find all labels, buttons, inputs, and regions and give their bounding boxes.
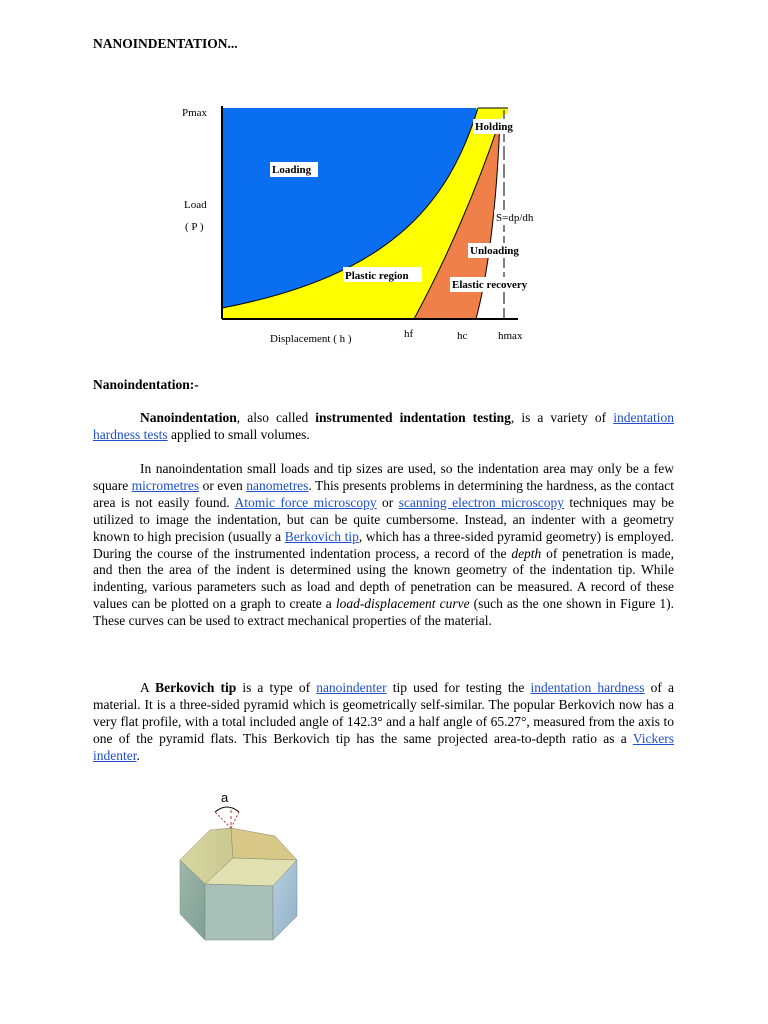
unloading-label: Unloading	[470, 245, 519, 257]
text: tip used for testing the	[386, 680, 531, 695]
text: of penetration is made, and then the area of the indent is determined using the known geometry of the indentation tip. While indenting, various parameters such as load and depth of penetration can be measured. A record of these values can be plotted on a graph to create a	[93, 545, 674, 612]
elastic-recovery-label: Elastic recovery	[452, 279, 528, 291]
link-nanoindenter[interactable]: nanoindenter	[316, 680, 387, 695]
berkovich-tip-svg	[175, 788, 305, 943]
text: A	[140, 680, 156, 695]
term-berkovich-tip: Berkovich tip	[155, 680, 237, 695]
text: of a material. It is a three-sided pyramid which is geometrically self-similar. The popular Berkovich now has a very flat profile, with a total included angle of 142.3° and a half angle of 65.27°, measured from the axis to one of the pyramid flats. This Berkovich tip has the same projected area-to-depth ratio as a	[93, 680, 674, 746]
text: . This presents problems in determining the hardness, as the contact area is not easily found.	[93, 477, 674, 510]
text: is a type of	[236, 680, 317, 695]
link-nanometres[interactable]: nanometres	[246, 477, 309, 493]
term-nanoindentation: Nanoindentation	[140, 410, 237, 425]
text: or even	[199, 477, 247, 493]
link-scanning-electron-microscopy[interactable]: scanning electron microscopy	[398, 494, 564, 510]
x-axis-label: Displacement ( h )	[270, 333, 352, 345]
text: , which has a three-sided pyramid geometry) is employed. During the course of the instrumented indentation process, a record of the	[93, 528, 674, 561]
x-tick-hc: hc	[457, 330, 468, 342]
angle-arc	[215, 807, 239, 812]
plastic-region-label: Plastic region	[345, 270, 409, 282]
section-heading: Nanoindentation:-	[93, 377, 199, 392]
stiffness-label: S=dp/dh	[496, 212, 534, 224]
text: , also called	[236, 410, 316, 425]
text: techniques may be utilized to image the indentation, but can be quite cumbersome. Instead, an indenter with a geometry known to high precision (usually a	[93, 494, 675, 544]
text: or	[376, 494, 399, 510]
x-tick-hf: hf	[404, 328, 414, 340]
em-depth: depth	[511, 545, 542, 561]
face-dashed-line	[231, 812, 239, 828]
text: In nanoindentation small loads and tip sizes are used, so the indentation area may only be a few square	[93, 461, 674, 493]
top-pyramid-face	[231, 828, 297, 860]
method-paragraph	[93, 461, 674, 630]
term-instrumented-indentation: instrumented indentation testing	[315, 410, 511, 425]
em-load-displacement-curve: load-displacement curve	[335, 596, 470, 612]
y-axis-label-line2: ( P )	[185, 221, 204, 233]
link-micrometres[interactable]: micrometres	[131, 477, 200, 493]
front-side-face	[205, 884, 273, 940]
load-displacement-figure	[178, 96, 558, 358]
intro-paragraph	[93, 410, 674, 444]
x-tick-hmax: hmax	[498, 330, 523, 342]
angle-label: a	[221, 790, 229, 805]
pmax-label: Pmax	[182, 107, 208, 119]
link-berkovich-tip[interactable]: Berkovich tip	[284, 528, 359, 544]
holding-label: Holding	[475, 121, 513, 133]
page-title: NANOINDENTATION...	[93, 36, 238, 51]
link-vickers-indenter[interactable]: Vickers indenter	[93, 730, 674, 763]
link-atomic-force-microscopy[interactable]: Atomic force microscopy	[234, 494, 377, 510]
text: .	[136, 747, 140, 763]
text: applied to small volumes.	[167, 426, 310, 442]
link-indentation-hardness-tests[interactable]: indentation hardness tests	[93, 410, 674, 442]
holding-segment	[476, 108, 508, 114]
text: , is a variety of	[510, 410, 614, 425]
load-displacement-svg	[178, 96, 558, 358]
link-indentation-hardness[interactable]: indentation hardness	[530, 680, 645, 695]
loading-label: Loading	[272, 164, 312, 176]
face-dashed-line	[215, 812, 231, 828]
text: (such as the one shown in Figure 1). These curves can be used to extract mechanical properties of the material.	[93, 596, 674, 629]
y-axis-label-line1: Load	[184, 199, 207, 211]
berkovich-tip-figure	[175, 788, 305, 943]
berkovich-paragraph	[93, 680, 674, 765]
